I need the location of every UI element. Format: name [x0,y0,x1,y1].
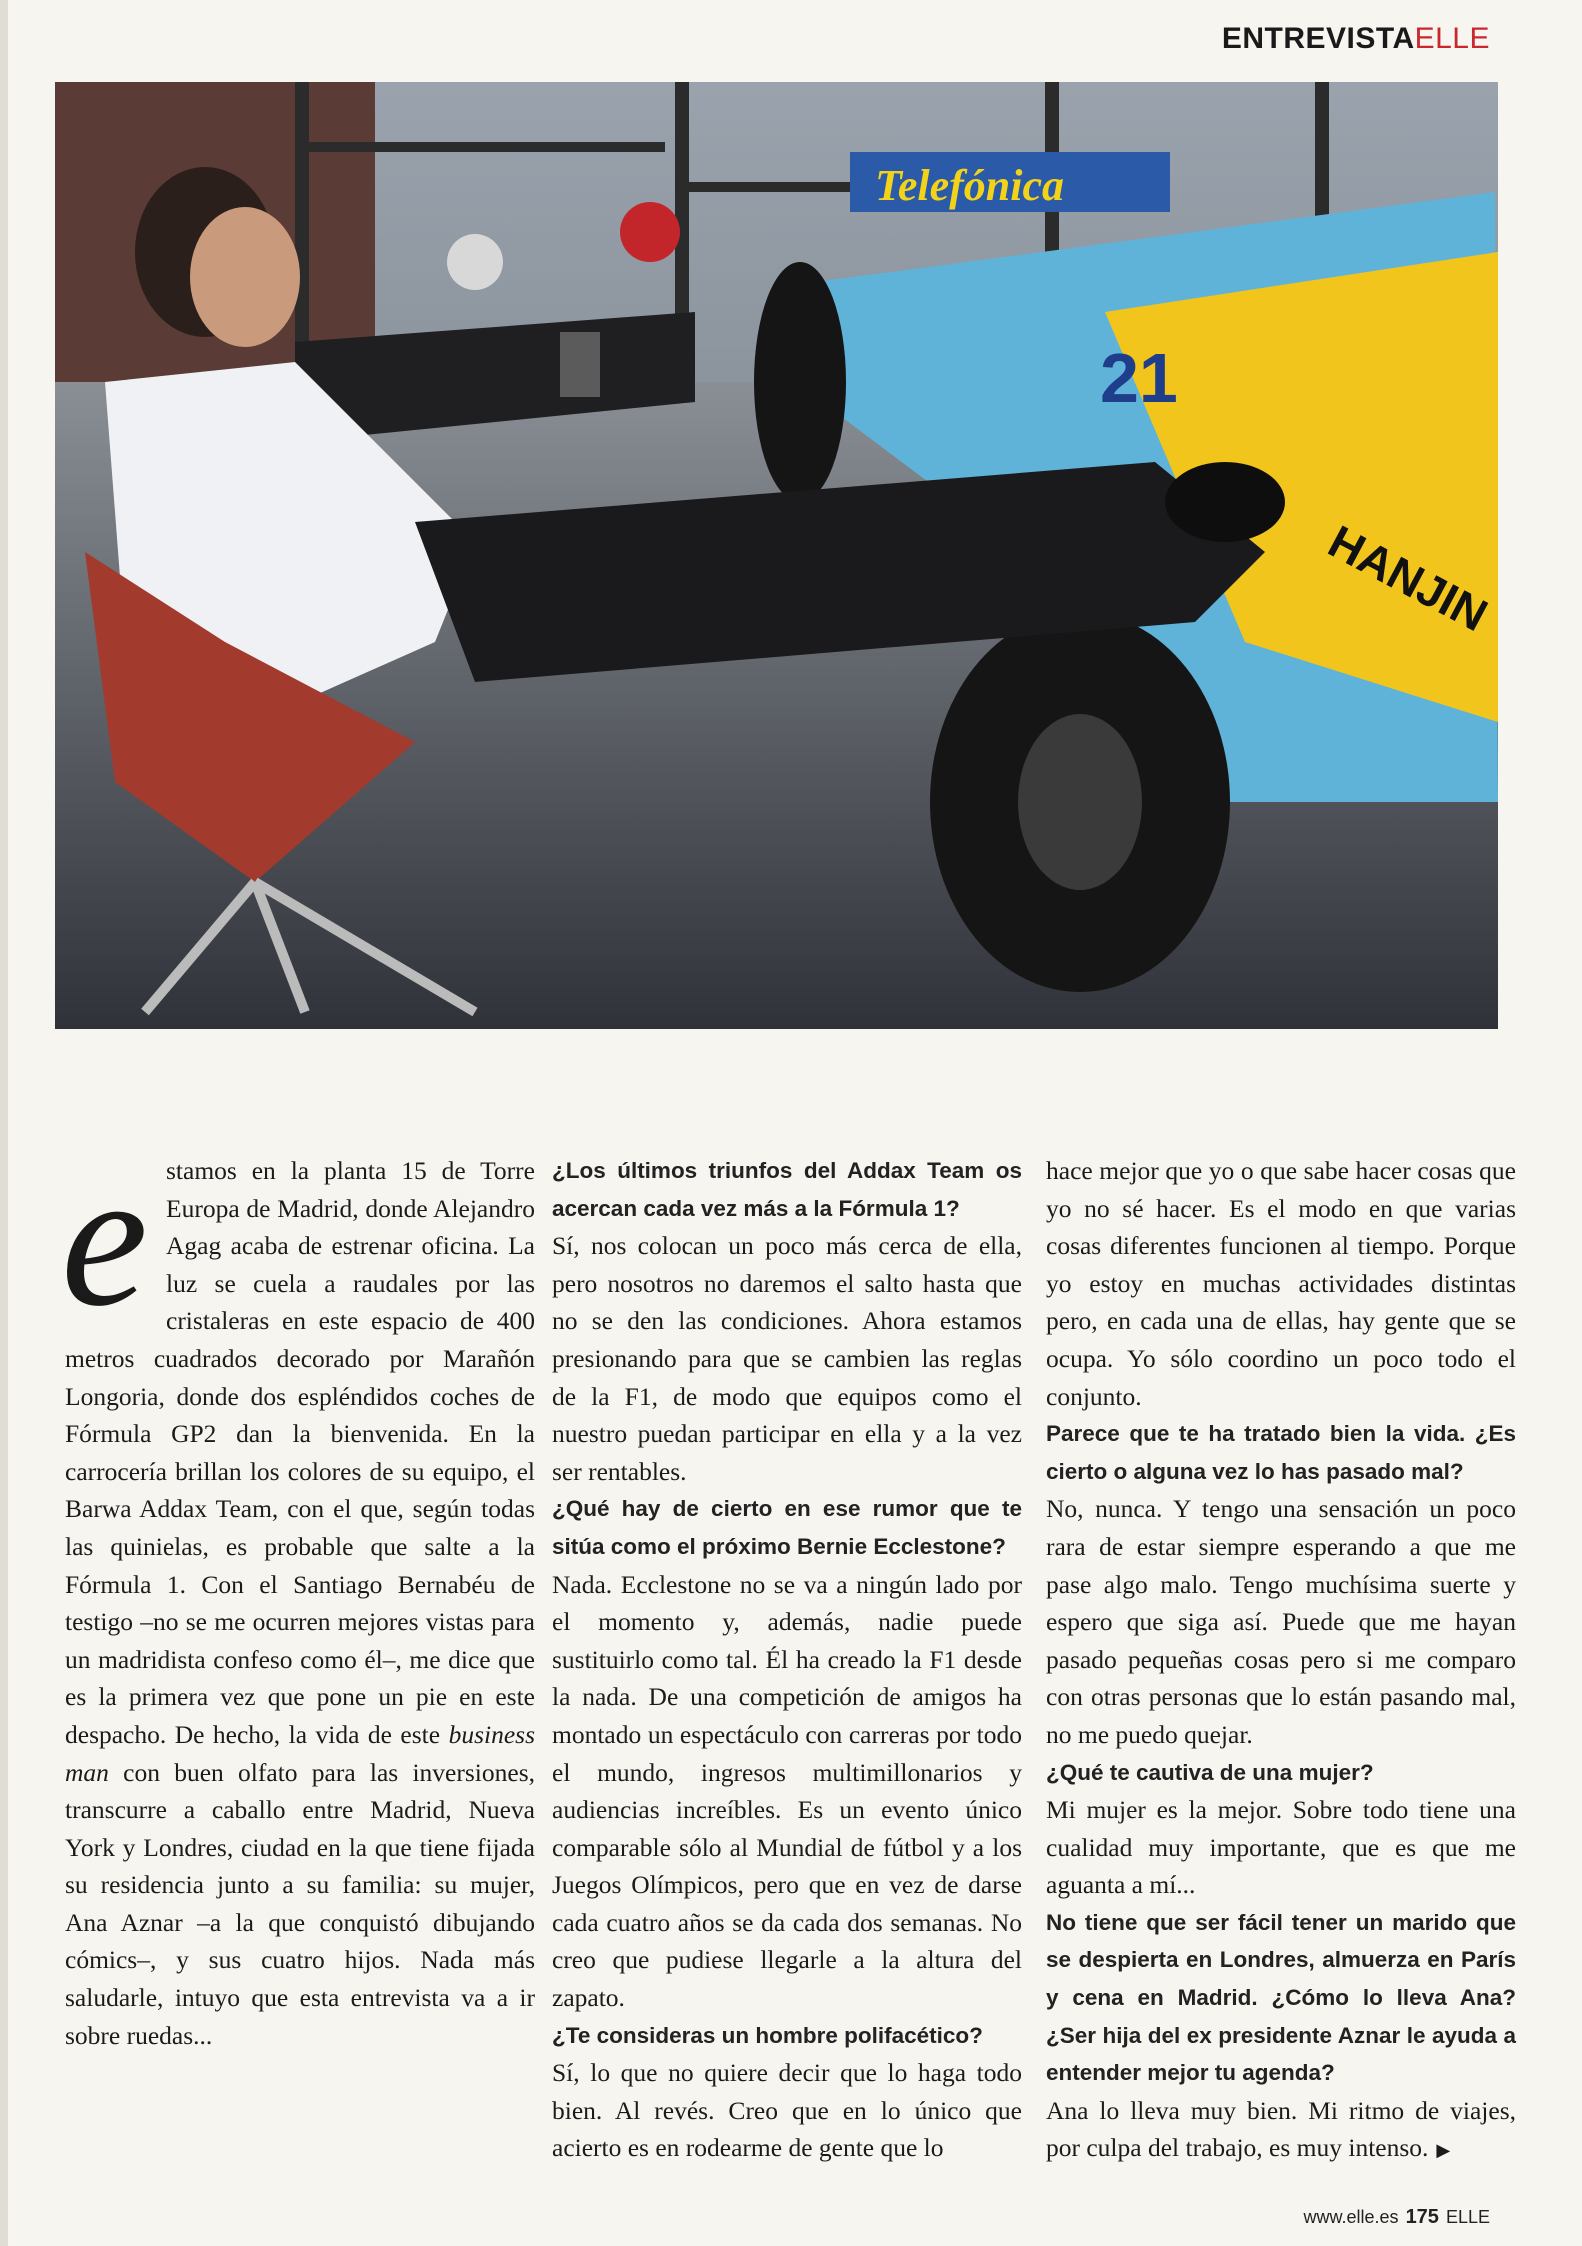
question-4: Parece que te ha tratado bien la vida. ¿Es cierto o alguna vez lo has pasado mal? [1046,1421,1516,1484]
question-5: ¿Qué te cautiva de una mujer? [1046,1759,1374,1785]
answer-2: Nada. Ecclestone no se va a ningún lado por el momento y, además, nadie puede sustituirlo como tal. Él ha creado la F1 desde la nada. De una competición de amigos ha montado un espectáculo con carreras por todo el mundo, ingresos multimillonarios y audiencias increíbles. Es un evento único comparable sólo al Mundial de fútbol y a los Juegos Olímpicos, pero que en vez de darse cada cuatro años se da cada dos semanas. No creo que pudiese llegarle a la altura del zapato. [552,1569,1022,2013]
photo-illustration [55,82,1498,1029]
face [190,207,300,347]
continue-arrow-icon: ▶ [1436,2140,1451,2161]
answer-5: Mi mujer es la mejor. Sobre todo tiene una cualidad muy importante, que es que me aguanta a mí... [1046,1795,1516,1900]
car-number: 21 [1100,339,1178,417]
footer-brand: ELLE [1445,2207,1490,2227]
question-2: ¿Qué hay de cierto en ese rumor que te sitúa como el próximo Bernie Ecclestone? [552,1496,1022,1559]
intro-italic: business man [65,1719,535,1787]
intro-text: stamos en la planta 15 de Torre Europa de Madrid, donde Alejandro Agag acaba de estrenar oficina. La luz se cuela a raudales por las cristaleras en este espacio de 400 metros cuadrados decorado por Marañón Longoria, donde dos espléndidos coches de Fórmula GP2 dan la bienvenida. En la carrocería brillan los colores de su equipo, el Barwa Addax Team, con el que, según todas las quinielas, es probable que salte a la Fórmula 1. Con el Santiago Bernabéu de testigo –no se me ocurren mejores vistas para un madridista confeso como él–, me dice que es la primera vez que pone un pie en este despacho. De hecho, la vida de este [65,1156,535,1749]
article-column-2 [552,1152,1022,2167]
intro-paragraph [61,1130,535,2054]
answer-3-part-1: Sí, lo que no quiere decir que lo haga todo bien. Al revés. Creo que en lo único que acierto es en rodearme de gente que lo [552,2058,1022,2163]
footer-url: www.elle.es [1303,2207,1399,2227]
magazine-brand: ELLE [1414,22,1490,55]
question-3: ¿Te consideras un hombre polifacético? [552,2022,983,2048]
page-footer [1304,2206,1491,2229]
rear-tire [754,262,846,502]
article-column-1 [61,1130,535,2054]
answer-3-part-2: hace mejor que yo o que sabe hacer cosas que yo no sé hacer. Es el modo en que varias cosas diferentes funcionen al tiempo. Porque yo estoy en muchas actividades distintas pero, en cada una de ellas, hay gente que se ocupa. Yo sólo coordino un poco todo el conjunto. [1046,1156,1516,1411]
interview-photo [55,82,1498,1029]
question-1: ¿Los últimos triunfos del Addax Team os acercan cada vez más a la Fórmula 1? [552,1158,1022,1221]
article-column-3 [1046,1152,1516,2170]
answer-1: Sí, nos colocan un poco más cerca de ella, pero nosotros no daremos el salto hasta que no se den las condiciones. Ahora estamos presionando para que se cambien las reglas de la F1, de modo que equipos como el nuestro puedan participar en ella y a la vez ser rentables. [552,1231,1022,1486]
sponsor-label: Telefónica [875,161,1064,210]
section-header [1222,22,1490,56]
window-frame [305,142,665,152]
helmet [447,234,503,290]
page-number: 175 [1405,2206,1439,2228]
drop-cap: e [61,1130,148,1347]
page-gutter [0,0,8,2246]
shoes [1165,462,1285,542]
answer-6 [1046,2092,1516,2170]
sponsor-hanjin: HANJIN [1320,514,1496,642]
mobile-phone [560,332,600,397]
answer-4: No, nunca. Y tengo una sensación un poco rara de estar siempre esperando a que me pase algo malo. Tengo muchísima suerte y espero que siga así. Puede que me hayan pasado pequeñas cosas pero si me comparo con otras personas que lo están pasando mal, no me puedo quejar. [1046,1494,1516,1749]
answer-6-text: Ana lo lleva muy bien. Mi ritmo de viajes, por culpa del trabajo, es muy intenso. [1046,2095,1516,2163]
question-6: No tiene que ser fácil tener un marido que se despierta en Londres, almuerza en París y cena en Madrid. ¿Cómo lo lleva Ana? ¿Ser hija del ex presidente Aznar le ayuda a entender mejor tu agenda? [1046,1909,1516,2086]
intro-text-end: con buen olfato para las inversiones, transcurre a caballo entre Madrid, Nueva York y Londres, ciudad en la que tiene fijada su residencia junto a su familia: su mujer, Ana Aznar –a la que conquistó dibujando cómics–, y sus cuatro hijos. Nada más saludarle, intuyo que esta entrevista va a ir sobre ruedas... [65,1757,535,2050]
helmet [620,202,680,262]
section-name: ENTREVISTA [1221,22,1415,55]
